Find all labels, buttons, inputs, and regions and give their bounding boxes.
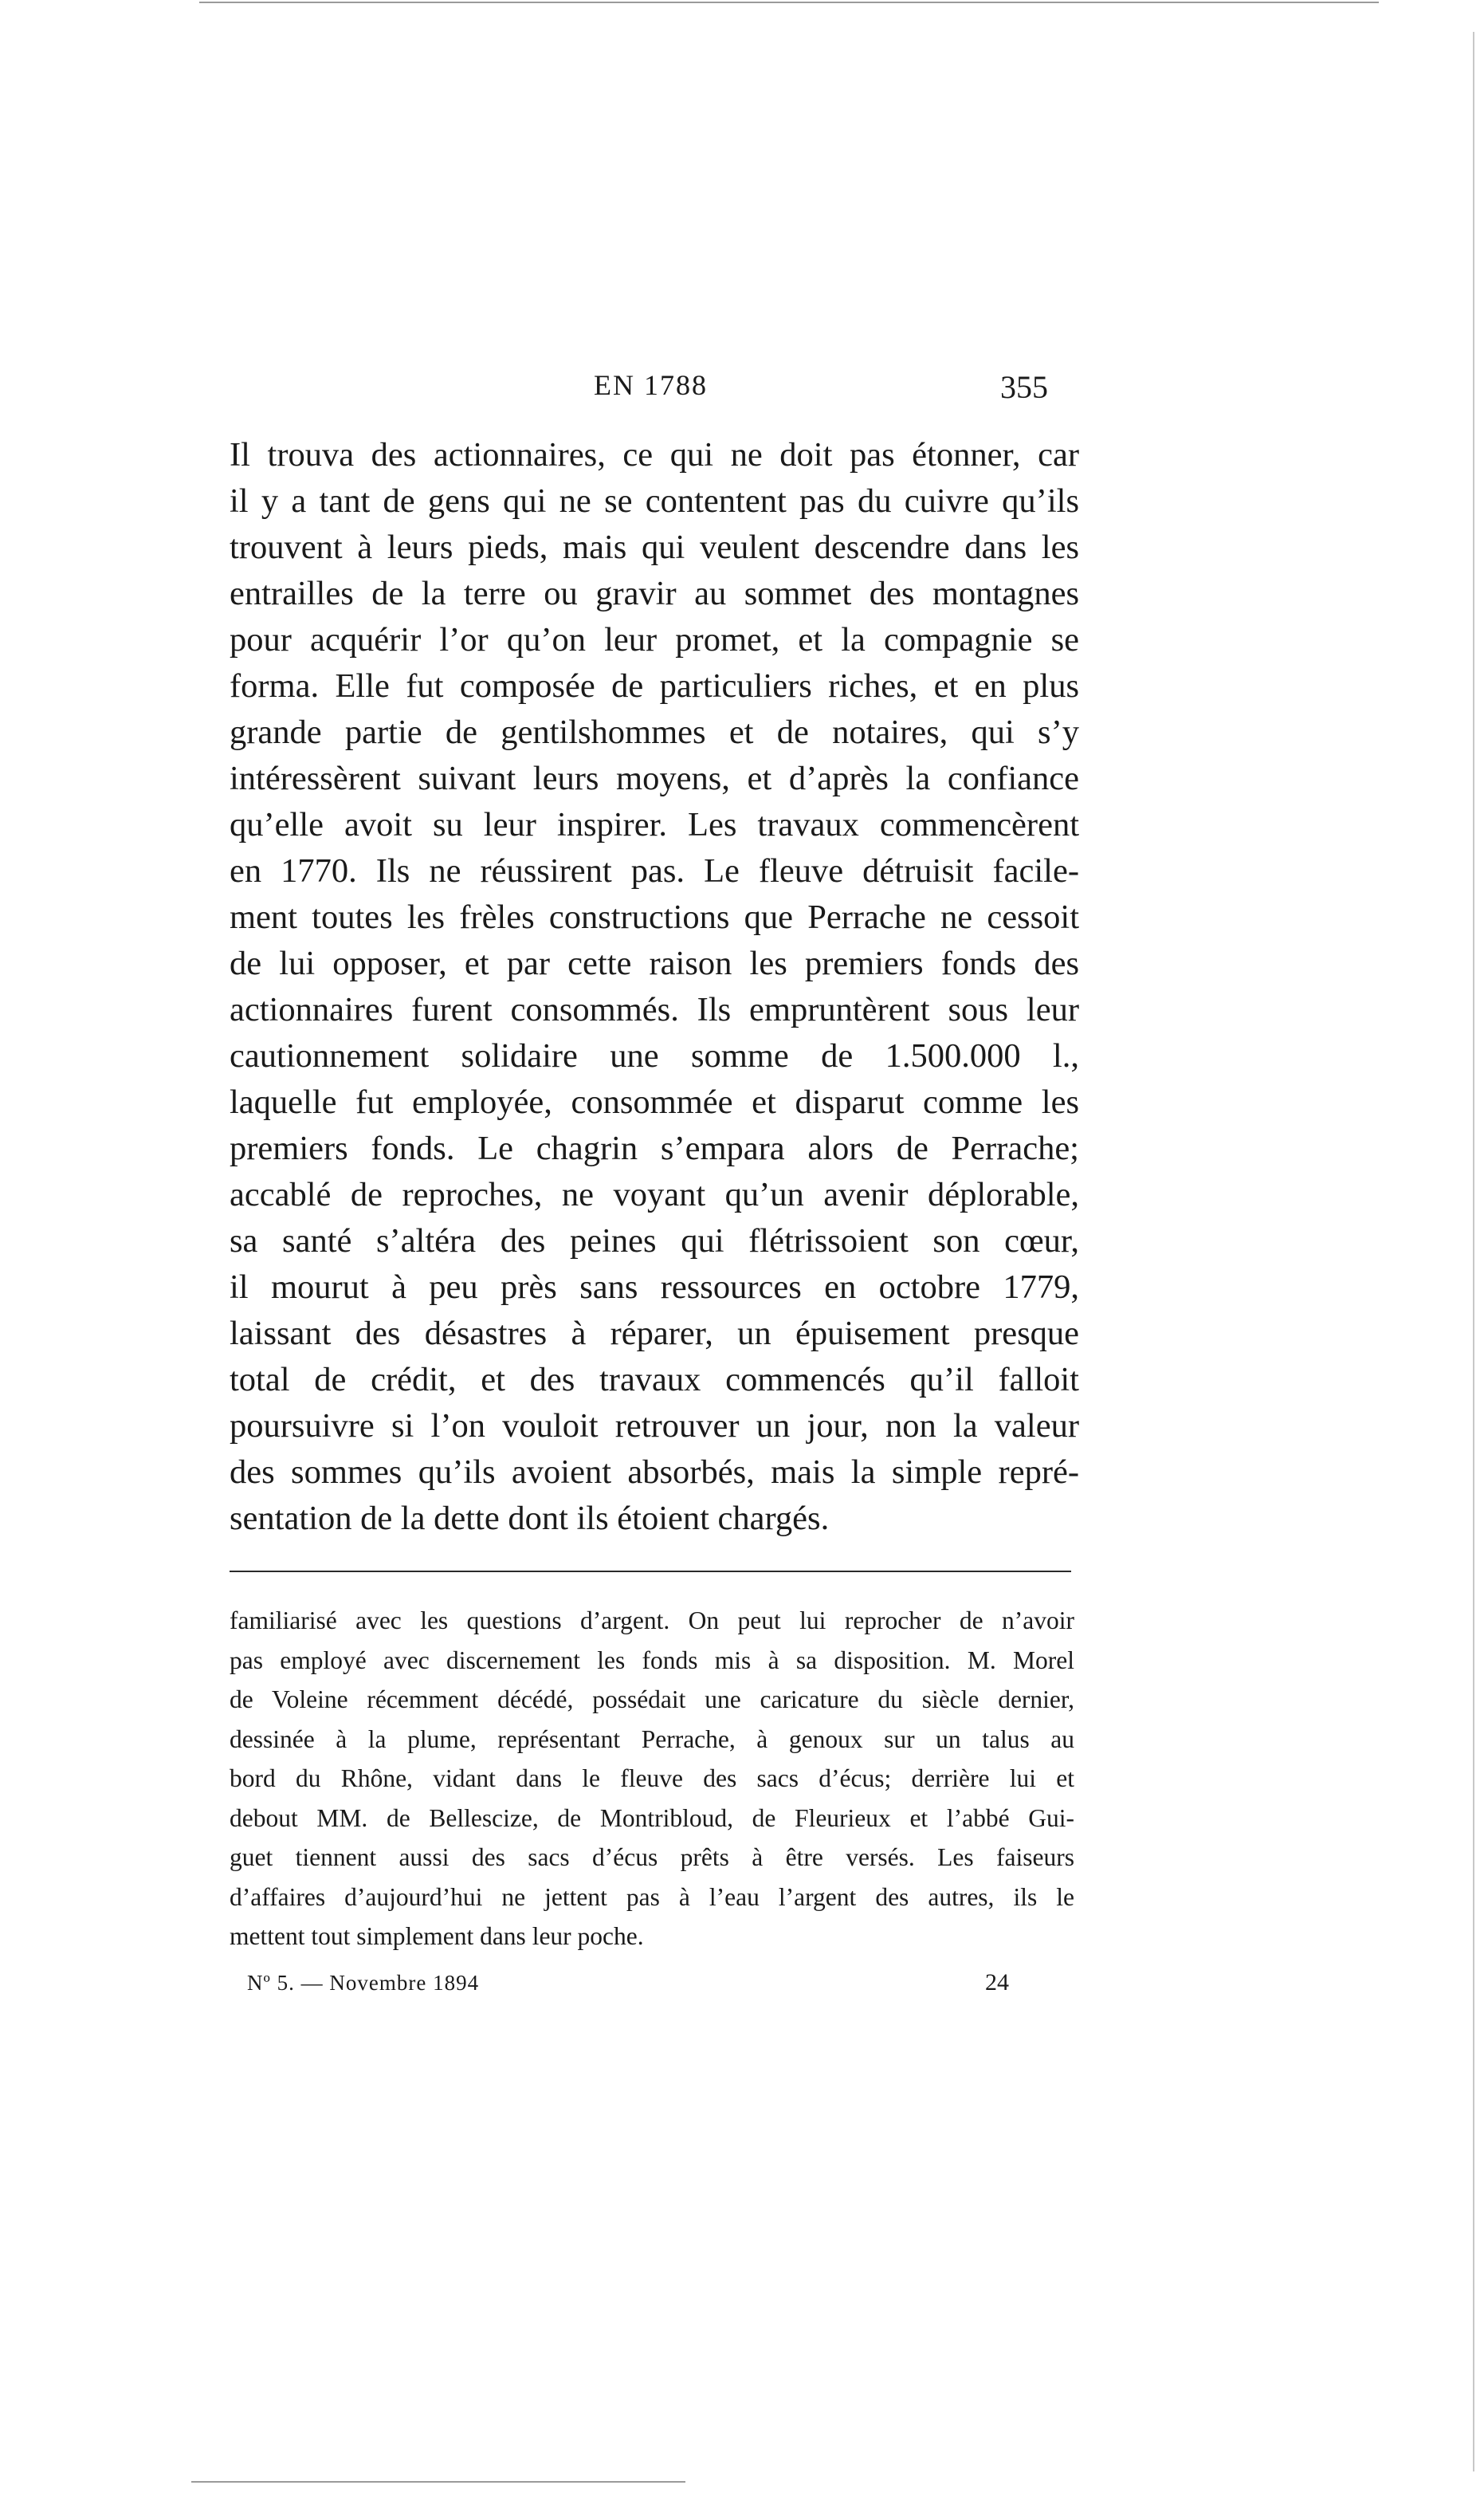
body-line: il y a tant de gens qui ne se contentent pas du cuivre qu’ils [230, 482, 1079, 520]
body-line: total de crédit, et des travaux commencés qu’il falloit [230, 1361, 1079, 1398]
footnote-line: guet tiennent aussi des sacs d’écus prêts à être versés. Les faiseurs [230, 1843, 1074, 1871]
body-line: sentation de la dette dont ils étoient chargés. [230, 1500, 830, 1537]
body-line: pour acquérir l’or qu’on leur promet, et la compagnie se [230, 621, 1079, 659]
body-line: de lui opposer, et par cette raison les premiers fonds des [230, 945, 1079, 982]
footnote-block [230, 1601, 1074, 1956]
body-line: des sommes qu’ils avoient absorbés, mais la simple repré- [230, 1453, 1079, 1491]
footnote-line: de Voleine récemment décédé, possédait une caricature du siècle dernier, [230, 1685, 1074, 1713]
body-line: poursuivre si l’on vouloit retrouver un jour, non la valeur [230, 1407, 1079, 1445]
body-line: sa santé s’altéra des peines qui flétrissoient son cœur, [230, 1222, 1079, 1260]
body-line: accablé de reproches, ne voyant qu’un avenir déplorable, [230, 1176, 1079, 1213]
running-header-title: EN 1788 [594, 369, 708, 401]
body-line: cautionnement solidaire une somme de 1.500.000 l., [230, 1037, 1079, 1075]
body-line: qu’elle avoit su leur inspirer. Les travaux commencèrent [230, 806, 1079, 843]
body-line: laquelle fut employée, consommée et disparut comme les [230, 1083, 1079, 1121]
footnote-line: debout MM. de Bellescize, de Montribloud, de Fleurieux et l’abbé Gui- [230, 1803, 1074, 1832]
body-line: grande partie de gentilshommes et de notaires, qui s’y [230, 714, 1079, 751]
footnote-line: familiarisé avec les questions d’argent. On peut lui reprocher de n’avoir [230, 1606, 1074, 1634]
page-number: 355 [1000, 369, 1048, 405]
footnote-line: dessinée à la plume, représentant Perrache, à genoux sur un talus au [230, 1724, 1074, 1753]
sheet-signature-number: 24 [985, 1969, 1009, 1996]
issue-signature: Nº 5. — Novembre 1894 [247, 1971, 480, 1995]
body-line: intéressèrent suivant leurs moyens, et d’après la confiance [230, 760, 1079, 797]
body-line: actionnaires furent consommés. Ils empruntèrent sous leur [230, 991, 1079, 1028]
body-line: premiers fonds. Le chagrin s’empara alors de Perrache; [230, 1130, 1079, 1167]
body-line: laissant des désastres à réparer, un épuisement presque [230, 1315, 1079, 1352]
footnote-separator-rule [230, 1571, 1071, 1572]
footnote-line: d’affaires d’aujourd’hui ne jettent pas à l’eau l’argent des autres, ils le [230, 1882, 1074, 1911]
body-line: il mourut à peu près sans ressources en octobre 1779, [230, 1268, 1079, 1306]
body-line: Il trouva des actionnaires, ce qui ne doit pas étonner, car [230, 436, 1079, 474]
main-text-block [230, 432, 1079, 1542]
body-line: forma. Elle fut composée de particuliers riches, et en plus [230, 667, 1079, 705]
footnote-line: pas employé avec discernement les fonds mis à sa disposition. M. Morel [230, 1646, 1074, 1674]
body-line: entrailles de la terre ou gravir au sommet des montagnes [230, 575, 1079, 612]
footnote-line: bord du Rhône, vidant dans le fleuve des sacs d’écus; derrière lui et [230, 1764, 1074, 1792]
body-line: trouvent à leurs pieds, mais qui veulent descendre dans les [230, 529, 1079, 566]
body-line: ment toutes les frèles constructions que Perrache ne cessoit [230, 899, 1079, 936]
body-line: en 1770. Ils ne réussirent pas. Le fleuve détruisit facile- [230, 852, 1079, 890]
scan-right-edge-line [1473, 32, 1474, 2471]
footnote-line: mettent tout simplement dans leur poche. [230, 1922, 644, 1950]
scan-bottom-edge-line [191, 2481, 685, 2483]
scan-top-edge-line [199, 2, 1379, 3]
